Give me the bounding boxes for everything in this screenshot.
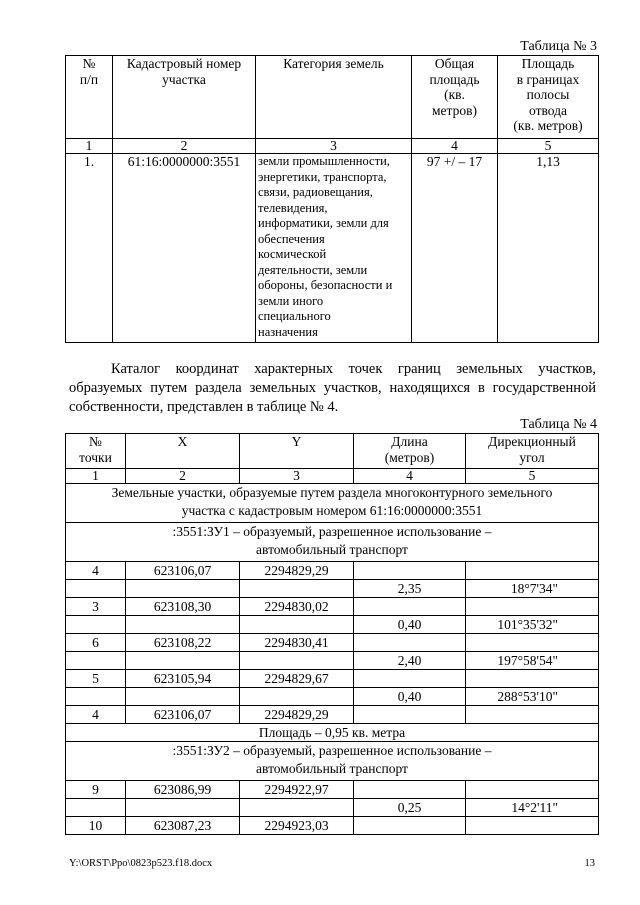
segment-row (66, 616, 599, 634)
table-header-row (66, 434, 599, 469)
point-number: 6 (66, 634, 126, 652)
header-cell: № точки (66, 434, 126, 469)
catalog-paragraph (69, 360, 596, 417)
point-y: 2294830,02 (240, 598, 354, 616)
plot-area-zu1: Площадь – 0,95 кв. метра (66, 724, 599, 742)
segment-row (66, 580, 599, 598)
group-title-row (66, 484, 599, 523)
land-category: земли промышленности, энергетики, транспорта, связи, радиовещания, телевидения, информатики, земли для обеспечения космической деятельности, земли обороны, безопасности и земли иного специального назначения (256, 154, 412, 343)
point-row (66, 670, 599, 688)
segment-length: 0,40 (354, 688, 466, 706)
coordinates-table (65, 433, 599, 835)
column-number: 4 (354, 469, 466, 484)
total-area: 97 +/ – 17 (412, 154, 498, 343)
plot-title-row (66, 742, 599, 781)
point-row (66, 817, 599, 835)
segment-angle: 288°53'10" (466, 688, 599, 706)
plot-title-row (66, 523, 599, 562)
header-cell: X (126, 434, 240, 469)
column-number-row (66, 469, 599, 484)
point-y: 2294829,29 (240, 706, 354, 724)
segment-angle: 18°7'34" (466, 580, 599, 598)
column-number: 3 (240, 469, 354, 484)
column-number: 2 (113, 139, 256, 154)
column-number: 3 (256, 139, 412, 154)
column-number: 5 (498, 139, 599, 154)
strip-area: 1,13 (498, 154, 599, 343)
file-path: Y:\ORST\Ppo\0823p523.f18.docx (69, 858, 213, 869)
column-number: 1 (66, 469, 126, 484)
point-y: 2294829,29 (240, 562, 354, 580)
table-row (66, 154, 599, 343)
point-number: 10 (66, 817, 126, 835)
column-number: 4 (412, 139, 498, 154)
header-cell: Кадастровый номер участка (113, 56, 256, 139)
point-number: 9 (66, 781, 126, 799)
page-number: 13 (584, 858, 595, 869)
point-x: 623086,99 (126, 781, 240, 799)
segment-angle: 101°35'32" (466, 616, 599, 634)
segment-length: 0,40 (354, 616, 466, 634)
segment-row (66, 652, 599, 670)
point-row (66, 598, 599, 616)
area-row (66, 724, 599, 742)
point-row (66, 634, 599, 652)
segment-angle: 197°58'54" (466, 652, 599, 670)
header-cell: Длина (метров) (354, 434, 466, 469)
point-row (66, 781, 599, 799)
point-y: 2294922,97 (240, 781, 354, 799)
table3-caption: Таблица № 3 (520, 39, 597, 54)
segment-length: 2,40 (354, 652, 466, 670)
land-plot-table (65, 55, 599, 343)
segment-angle: 14°2'11" (466, 799, 599, 817)
segment-row (66, 799, 599, 817)
point-row (66, 562, 599, 580)
point-x: 623108,22 (126, 634, 240, 652)
point-number: 5 (66, 670, 126, 688)
plot-title-zu1: :3551:ЗУ1 – образуемый, разрешенное использование – автомобильный транспорт (66, 523, 599, 562)
segment-length: 0,25 (354, 799, 466, 817)
column-number: 1 (66, 139, 113, 154)
header-cell: Y (240, 434, 354, 469)
point-number: 4 (66, 706, 126, 724)
point-x: 623106,07 (126, 706, 240, 724)
point-y: 2294829,67 (240, 670, 354, 688)
header-cell: Дирекционный угол (466, 434, 599, 469)
header-cell: № п/п (66, 56, 113, 139)
point-row (66, 706, 599, 724)
table4-caption: Таблица № 4 (520, 417, 597, 432)
column-number-row (66, 139, 599, 154)
paragraph-line: Каталог координат характерных точек границ земельных участков, (111, 361, 596, 377)
cadastral-number: 61:16:0000000:3551 (113, 154, 256, 343)
paragraph-line: собственности, представлен в таблице № 4. (69, 399, 339, 415)
row-number: 1. (66, 154, 113, 343)
header-cell: Площадь в границах полосы отвода (кв. метров) (498, 56, 599, 139)
table-header-row (66, 56, 599, 139)
header-cell: Категория земель (256, 56, 412, 139)
plot-title-zu2: :3551:ЗУ2 – образуемый, разрешенное использование – автомобильный транспорт (66, 742, 599, 781)
column-number: 2 (126, 469, 240, 484)
point-x: 623108,30 (126, 598, 240, 616)
point-y: 2294923,03 (240, 817, 354, 835)
point-x: 623105,94 (126, 670, 240, 688)
group-title: Земельные участки, образуемые путем раздела многоконтурного земельного участка с кадастровым номером 61:16:0000000:3551 (66, 484, 599, 523)
header-cell: Общая площадь (кв. метров) (412, 56, 498, 139)
point-x: 623087,23 (126, 817, 240, 835)
paragraph-line: образуемых путем раздела земельных участков, находящихся в государственной (69, 380, 596, 396)
point-number: 3 (66, 598, 126, 616)
segment-length: 2,35 (354, 580, 466, 598)
column-number: 5 (466, 469, 599, 484)
point-number: 4 (66, 562, 126, 580)
segment-row (66, 688, 599, 706)
point-y: 2294830,41 (240, 634, 354, 652)
point-x: 623106,07 (126, 562, 240, 580)
